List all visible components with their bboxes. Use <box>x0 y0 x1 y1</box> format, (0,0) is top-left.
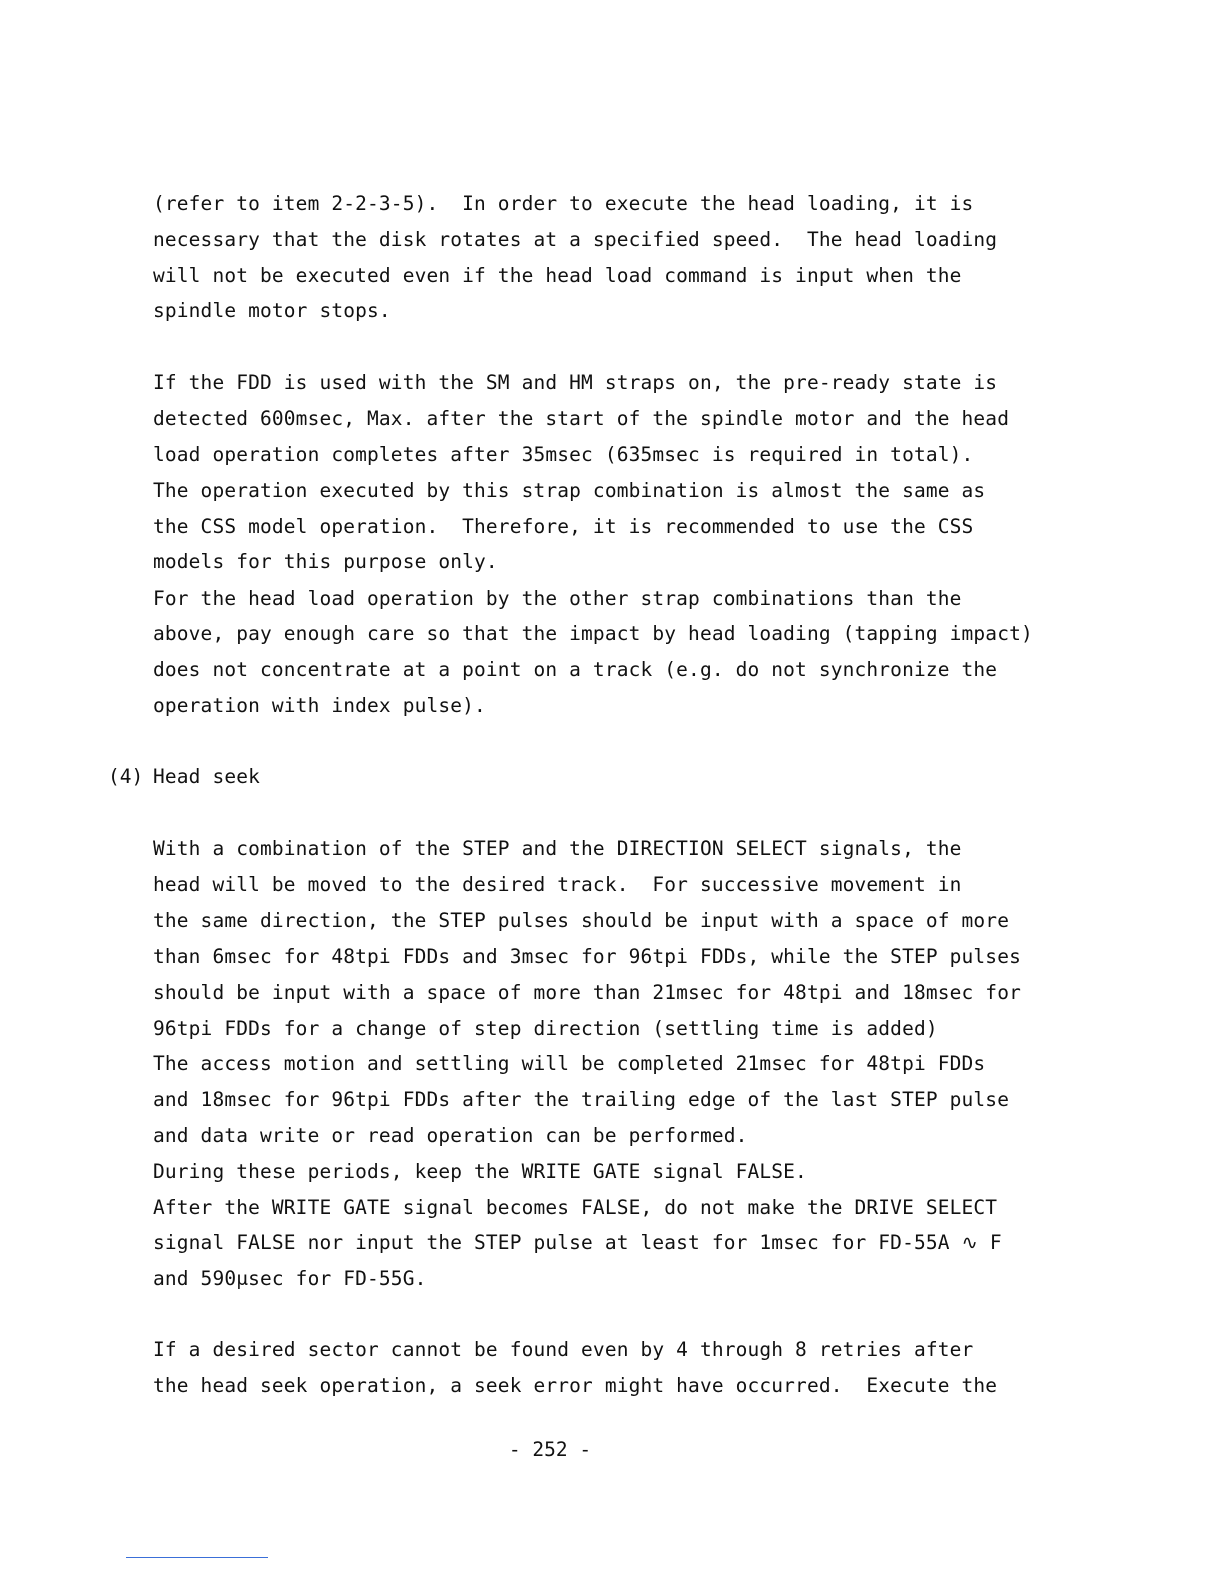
text-line: and 18msec for 96tpi FDDs after the trailing edge of the last STEP pulse <box>153 1088 1010 1111</box>
text-line: models for this purpose only. <box>153 550 498 573</box>
text-line: the CSS model operation. Therefore, it is recommended to use the CSS <box>153 515 974 538</box>
text-line: does not concentrate at a point on a track (e.g. do not synchronize the <box>153 658 998 681</box>
text-line: necessary that the disk rotates at a specified speed. The head loading <box>153 228 998 251</box>
text-line: should be input with a space of more than 21msec for 48tpi and 18msec for <box>153 981 1021 1004</box>
section-title: Head seek <box>153 765 261 788</box>
text-line: If the FDD is used with the SM and HM straps on, the pre-ready state is <box>153 371 998 394</box>
text-line: If a desired sector cannot be found even by 4 through 8 retries after <box>153 1338 974 1361</box>
text-line: will not be executed even if the head load command is input when the <box>153 264 962 287</box>
text-line: spindle motor stops. <box>153 299 391 322</box>
text-line: The access motion and settling will be completed 21msec for 48tpi FDDs <box>153 1052 986 1075</box>
text-line: The operation executed by this strap combination is almost the same as <box>153 479 986 502</box>
text-line: and data write or read operation can be performed. <box>153 1124 748 1147</box>
text-line: For the head load operation by the other strap combinations than the <box>153 587 962 610</box>
text-line: During these periods, keep the WRITE GATE signal FALSE. <box>153 1160 807 1183</box>
text-line: than 6msec for 48tpi FDDs and 3msec for 96tpi FDDs, while the STEP pulses <box>153 945 1021 968</box>
text-line: load operation completes after 35msec (635msec is required in total). <box>153 443 974 466</box>
page-number: - 252 - <box>508 1438 592 1461</box>
text-line: head will be moved to the desired track. For successive movement in <box>153 873 962 896</box>
text-line: With a combination of the STEP and the DIRECTION SELECT signals, the <box>153 837 962 860</box>
footnote-rule <box>126 1557 268 1558</box>
text-line: the same direction, the STEP pulses should be input with a space of more <box>153 909 1010 932</box>
text-line: operation with index pulse). <box>153 694 486 717</box>
text-line: 96tpi FDDs for a change of step direction (settling time is added) <box>153 1017 938 1040</box>
text-line: above, pay enough care so that the impact by head loading (tapping impact) <box>153 622 1033 645</box>
text-line: and 590μsec for FD-55G. <box>153 1267 427 1290</box>
text-line: the head seek operation, a seek error might have occurred. Execute the <box>153 1374 998 1397</box>
text-line: (refer to item 2-2-3-5). In order to execute the head loading, it is <box>153 192 974 215</box>
text-line: After the WRITE GATE signal becomes FALSE, do not make the DRIVE SELECT <box>153 1196 998 1219</box>
section-number: (4) <box>108 765 144 788</box>
text-line: signal FALSE nor input the STEP pulse at least for 1msec for FD-55A ∿ F <box>153 1231 1002 1254</box>
text-line: detected 600msec, Max. after the start of the spindle motor and the head <box>153 407 1010 430</box>
